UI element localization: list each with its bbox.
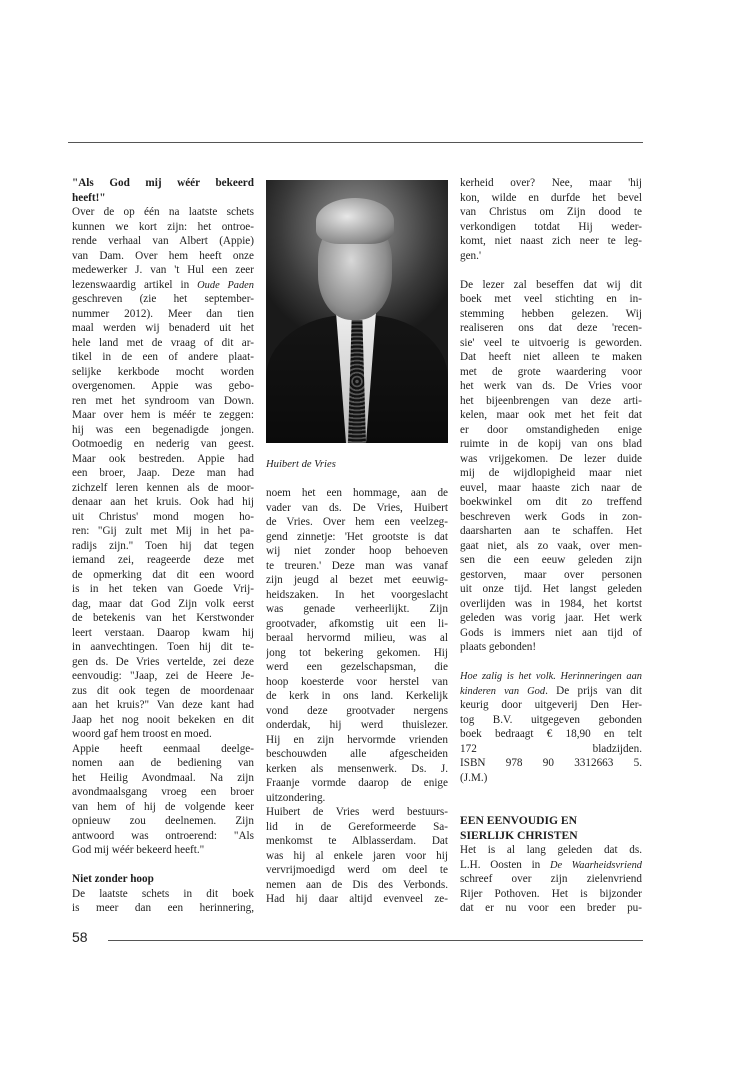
text-line: was hij al enkele jaren voor hij: [266, 849, 448, 862]
text-line: mij de wijdlopigheid maar niet: [460, 467, 642, 479]
text-line: gestorven, maar over personen: [460, 568, 642, 581]
text-line: vader van ds. De Vries, Huibert: [266, 501, 448, 514]
paragraph: [460, 669, 642, 785]
paragraph-spacer: [460, 785, 642, 800]
text-line: beschreven werk Gods in zon-: [460, 510, 642, 523]
paragraph-spacer: [72, 858, 254, 873]
text-line: eenvoudig: "Jaap, zei de Heere Je-: [72, 670, 254, 682]
text-line: SIERLIJK CHRISTEN: [460, 828, 578, 842]
text-column-2: [266, 486, 448, 907]
italic-title: Hoe zalig is het volk. Herinneringen aan: [460, 671, 642, 682]
text-line: Ootmoedig en nederig van geest.: [72, 438, 254, 450]
footer-rule: [108, 940, 643, 941]
text-span: . De prijs van dit: [545, 684, 642, 697]
text-line: nemen aan de Dis des Verbonds.: [266, 878, 448, 891]
text-line: gaat niet, als zo vaak, over men-: [460, 539, 642, 552]
paragraph: [266, 805, 448, 907]
text-line: Dat heeft niet alleen te maken: [460, 351, 642, 363]
text-line: realiseren ons dat deze 'recen-: [460, 322, 642, 334]
text-line: menkomst te Alblasserdam. Dat: [266, 835, 448, 847]
text-line: beraal hervormd milieu, was al: [266, 632, 448, 644]
text-line: EEN EENVOUDIG EN: [460, 814, 578, 827]
text-line: antwoord was ontroerend: "Als: [72, 829, 254, 842]
text-line: sen die een eeuw geleden zijn: [460, 554, 642, 566]
italic-title: kinderen van God: [460, 685, 546, 697]
text-line: schreef over zijn zielenvriend: [460, 873, 642, 885]
paragraph: [72, 742, 254, 858]
text-line: van Dam. Over hem heeft onze: [72, 249, 254, 262]
paragraph-spacer: [460, 800, 642, 815]
text-line: aan het kruis?" Van deze kant had: [72, 699, 254, 711]
top-rule: [68, 142, 643, 143]
text-line: euvel, maar haaste zich naar de: [460, 481, 642, 494]
italic-title: De Waarheidsvriend: [549, 859, 642, 871]
text-line: Jaap het nog nooit bekeken en dit: [72, 713, 254, 726]
text-line: Maar over hem is méér te zeggen:: [72, 409, 254, 421]
text-line: kerken als mensenwerk. Ds. J.: [266, 762, 448, 775]
text-line: uit onze tijd. Het langst geleden: [460, 583, 642, 595]
text-line: 172 bladzijden.: [460, 742, 642, 755]
text-line: uitzondering.: [266, 791, 326, 804]
text-line: nummer 2012). Meer dan tien: [72, 307, 254, 320]
text-line: de betekenis van het Kerstwonder: [72, 612, 254, 624]
text-line: lid in de Gereformeerde Sa-: [266, 820, 448, 833]
text-line: ren met het syndroom van Down.: [72, 394, 254, 407]
text-line: zichzelf leren kennen als de moor-: [72, 481, 254, 494]
text-line: leert verstaan. Daarop kwam hij: [72, 626, 254, 639]
text-line: een broer, Jaap. Deze man had: [72, 467, 254, 479]
text-line: opnieuw zou deelnemen. Zijn: [72, 815, 254, 827]
text-line: zus dit ook tegen de moordenaar: [72, 684, 254, 697]
text-line: van Christus om Zijn dood te: [460, 206, 642, 218]
text-line: kunnen we kort zijn: het ontroe-: [72, 220, 254, 233]
text-column-1: [72, 176, 254, 916]
paragraph-spacer: [460, 263, 642, 278]
text-line: geleden was vorig jaar. Het werk: [460, 612, 642, 624]
paragraph-spacer: [460, 655, 642, 670]
text-line: ISBN 978 90 3312663 5.: [460, 757, 642, 769]
text-line: keurig door uitgeverij Den Her-: [460, 699, 642, 711]
paragraph: [72, 205, 254, 742]
text-line: overlijden was in 1984, het kortst: [460, 597, 642, 610]
text-line: gend zinnetje: 'Het grootste is dat: [266, 530, 448, 543]
text-line: rende verhaal van Albert (Appie): [72, 235, 254, 247]
text-line: boekwinkel om dit zo treffend: [460, 496, 642, 508]
text-line: hij was een begenadigde jongen.: [72, 423, 254, 436]
text-line: Had hij daar altijd evenveel ze-: [266, 893, 448, 905]
text-line: God mij wéér bekeerd heeft.": [72, 844, 205, 856]
text-line: vond deze grootvader nergens: [266, 704, 448, 717]
text-line: wij niet zonder hoop behoeven: [266, 545, 448, 557]
text-line: kon, wilde en durfde het bevel: [460, 191, 642, 204]
text-line: Niet zonder hoop: [72, 873, 154, 885]
text-line: Het is al lang geleden dat ds.: [460, 844, 642, 856]
text-line: De laatste schets in dit boek: [72, 887, 254, 900]
italic-title: Oude Paden: [197, 279, 254, 291]
text-line: nomen aan de bediening van: [72, 757, 254, 769]
text-line: De lezer zal beseffen dat wij dit: [460, 278, 642, 291]
text-line: boek met veel stichting en in-: [460, 293, 642, 305]
text-line: er door omstandigheden enige: [460, 423, 642, 436]
text-line: "Als God mij wéér bekeerd: [72, 177, 254, 189]
text-line: ruimte in de kopij van ons blad: [460, 438, 642, 450]
text-line: is meer dan een herinnering,: [72, 902, 254, 914]
text-line: met de grote waardering voor: [460, 365, 642, 378]
text-line: Fraanje vormde daarop de enige: [266, 777, 448, 789]
text-line: vervrijmoedigd werd om deel te: [266, 864, 448, 876]
text-line: Hij en zijn hervormde vrienden: [266, 733, 448, 746]
subheading: [72, 176, 254, 205]
text-line: onderdak, hij werd thuislezer.: [266, 719, 448, 731]
text-line: werd een gezelschapsman, die: [266, 661, 448, 673]
text-line: jong tot bekering gekomen. Hij: [266, 646, 448, 659]
text-line: dat er nu voor een breder pu-: [460, 902, 642, 914]
section-heading: [460, 814, 642, 843]
text-line: denaar aan het kruis. Ook had hij: [72, 496, 254, 508]
text-line: tikel in de een of andere plaat-: [72, 351, 254, 363]
text-line: radijs zijn." Toen hij dat tegen: [72, 539, 254, 552]
text-line: daarsharten aan te schaffen. Het: [460, 525, 642, 537]
text-line: Rijer Pothoven. Het is bijzonder: [460, 887, 642, 900]
text-line: overgenomen. Appie was gebo-: [72, 380, 254, 392]
text-line: tog B.V. uitgegeven gebonden: [460, 713, 642, 726]
text-line: [460, 669, 642, 684]
text-line: sie' veel te uitvoerig is geworden.: [460, 336, 642, 349]
page-number: 58: [72, 929, 88, 945]
text-line: uit Christus' mond mogen ho-: [72, 510, 254, 523]
text-line: geschreven (zie het september-: [72, 293, 254, 305]
paragraph: [266, 486, 448, 805]
text-line: heeft!": [72, 191, 106, 204]
paragraph: [460, 176, 642, 263]
text-line: beschouwden alle afgescheiden: [266, 748, 448, 760]
text-line: was vrijgekomen. De lezer duide: [460, 452, 642, 465]
text-line: Over de op één na laatste schets: [72, 206, 254, 218]
text-span: lezenswaardig artikel in: [72, 278, 198, 291]
text-line: dag, maar dat God Zijn volk eerst: [72, 597, 254, 610]
text-line: medewerker J. van 't Hul een zeer: [72, 264, 254, 276]
portrait-photo: [266, 180, 448, 443]
text-line: het bijeenbrengen van deze arti-: [460, 394, 642, 407]
text-line: [460, 858, 642, 873]
text-line: gen.': [460, 249, 481, 262]
text-span: L.H. Oosten in: [460, 858, 550, 871]
text-line: Huibert de Vries werd bestuurs-: [266, 806, 448, 818]
text-line: Appie heeft eenmaal deelge-: [72, 742, 254, 755]
paragraph: [72, 887, 254, 916]
text-line: kerheid over? Nee, maar 'hij: [460, 177, 642, 189]
text-line: de opmerking dat dit een woord: [72, 568, 254, 581]
text-line: [72, 278, 254, 293]
text-line: selijke kerkbode mocht worden: [72, 365, 254, 378]
photo-caption: Huibert de Vries: [266, 459, 336, 470]
text-line: verkondigen totdat Hij weder-: [460, 220, 642, 233]
text-line: was genade verheerlijkt. Zijn: [266, 603, 448, 615]
text-line: plaats gebonden!: [460, 641, 537, 653]
text-line: Maar ook bestreden. Appie had: [72, 452, 254, 465]
text-line: de Vries. Over hem een veelzeg-: [266, 516, 448, 528]
text-line: zijn jeugd al bezet met eeuwig-: [266, 574, 448, 586]
text-line: het werk van ds. De Vries voor: [460, 380, 642, 392]
text-line: kelen, maar ook met het feit dat: [460, 409, 642, 421]
text-line: de kerk in ons land. Kerkelijk: [266, 690, 448, 702]
text-line: te treuren.' Deze man was vanaf: [266, 559, 448, 572]
text-line: hoop koesterde voor herstel van: [266, 675, 448, 688]
text-line: [460, 684, 642, 699]
text-line: heidszaken. In het voorgeslacht: [266, 588, 448, 601]
text-line: stemming hebben gelezen. Wij: [460, 307, 642, 320]
text-column-3: [460, 176, 642, 916]
text-line: is in het teken van Goede Vrij-: [72, 583, 254, 595]
text-line: noem het een hommage, aan de: [266, 487, 448, 499]
text-line: gen ds. De Vries vertelde, zei deze: [72, 655, 254, 668]
subheading: [72, 872, 254, 887]
text-line: iemand zei, reageerde deze met: [72, 554, 254, 566]
text-line: het Heilig Avondmaal. Na zijn: [72, 771, 254, 784]
text-line: woord gaf hem troost en moed.: [72, 728, 212, 740]
text-line: hele land met de vraag of dit ar-: [72, 336, 254, 349]
paragraph: [460, 843, 642, 916]
text-line: boek bedraagt € 18,90 en telt: [460, 728, 642, 740]
text-line: maal werden wij benaderd uit het: [72, 322, 254, 334]
text-line: ren: "Gij zult met Mij in het pa-: [72, 525, 254, 537]
text-line: Gods is immers niet aan tijd of: [460, 626, 642, 639]
text-line: avondmaalsgang vroeg een broer: [72, 786, 254, 798]
text-line: in aanvechtingen. Toen hij dit te-: [72, 641, 254, 653]
text-line: (J.M.): [460, 771, 488, 784]
text-line: komt, niet naast zich neer te leg-: [460, 235, 642, 247]
paragraph: [460, 278, 642, 655]
text-line: grootvader, afkomstig uit een li-: [266, 617, 448, 630]
text-line: van hem of hij de volgende keer: [72, 800, 254, 813]
